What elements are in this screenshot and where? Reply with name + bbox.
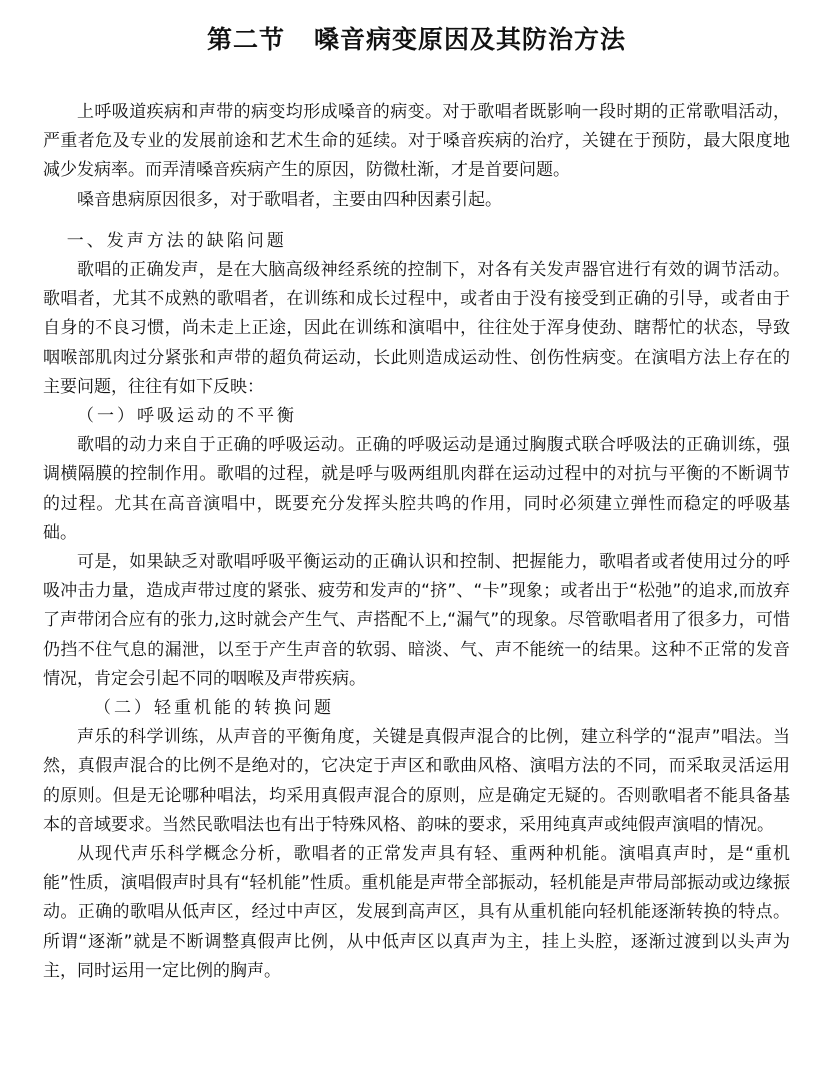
paragraph-mixed-voice: 声乐的科学训练，从声音的平衡角度，关键是真假声混合的比例，建立科学的“混声”唱法。当然，真假声混合的比例不是绝对的，它决定于声区和歌曲风格、演唱方法的不同，而采取灵活运用的原则。但是无论哪种唱法，均采用真假声混合的原则，应是确定无疑的。否则歌唱者不能具备基本的音域要求。当然民歌唱法也有出于特殊风格、韵味的要求，采用纯真声或纯假声演唱的情况。 bbox=[43, 727, 790, 835]
paragraph-causes: 嗓音患病原因很多，对于歌唱者，主要由四种因素引起。 bbox=[77, 189, 502, 210]
paragraph-intro: 上呼吸道疾病和声带的病变均形成嗓音的病变。对于歌唱者既影响一段时期的正常歌唱活动，严重者危及专业的发展前途和艺术生命的延续。对于嗓音疾病的治疗，关键在于预防，最大限度地减少发病率。而弄清嗓音疾病产生的原因，防微杜渐，才是首要问题。 bbox=[43, 102, 790, 181]
paragraph-breathing: 歌唱的动力来自于正确的呼吸运动。正确的呼吸运动是通过胸腹式联合呼吸法的正确训练，强调横隔膜的控制作用。歌唱的过程，就是呼与吸两组肌肉群在运动过程中的对抗与平衡的不断调节的过程。尤其在高音演唱中，既要充分发挥头腔共鸣的作用，同时必须建立弹性而稳定的呼吸基础。 bbox=[43, 435, 790, 543]
paragraph-light-heavy-mechanism: 从现代声乐科学概念分析，歌唱者的正常发声具有轻、重两种机能。演唱真声时，是“重机能”性质，演唱假声时具有“轻机能”性质。重机能是声带全部振动，轻机能是声带局部振动或边缘振动。正确的歌唱从低声区，经过中声区，发展到高声区，具有从重机能向轻机能逐渐转换的特点。所谓“逐渐”就是不断调整真假声比例，从中低声区以真声为主，挂上头腔，逐渐过渡到以头声为主，同时运用一定比例的胸声。 bbox=[43, 844, 790, 981]
paragraph-breathing-problems: 可是，如果缺乏对歌唱呼吸平衡运动的正确认识和控制、把握能力，歌唱者或者使用过分的呼吸冲击力量，造成声带过度的紧张、疲劳和发声的“挤”、“卡”现象；或者出于“松弛”的追求,而放弃了声带闭合应有的张力,这时就会产生气、声搭配不上,“漏气”的现象。尽管歌唱者用了很多力，可惜仍挡不住气息的漏泄，以至于产生声音的软弱、暗淡、气、声不能统一的结果。这种不正常的发音情况，肯定会引起不同的咽喉及声带疾病。 bbox=[43, 552, 790, 689]
page-title: 第二节 嗓音病变原因及其防治方法 bbox=[206, 25, 627, 54]
subsection-heading-1: （一）呼吸运动的不平衡 bbox=[77, 406, 297, 427]
section-heading-1: 一、发声方法的缺陷问题 bbox=[66, 230, 287, 251]
subsection-heading-2: （二）轻重机能的转换问题 bbox=[94, 698, 334, 719]
paragraph-vocal-method: 歌唱的正确发声，是在大脑高级神经系统的控制下，对各有关发声器官进行有效的调节活动。歌唱者，尤其不成熟的歌唱者，在训练和成长过程中，或者由于没有接受到正确的引导，或者由于自身的不良习惯，尚未走上正途，因此在训练和演唱中，往往处于浑身使劲、瞎帮忙的状态，导致咽喉部肌肉过分紧张和声带的超负荷运动，长此则造成运动性、创伤性病变。在演唱方法上存在的主要问题，往往有如下反映： bbox=[43, 260, 790, 397]
document-body bbox=[43, 98, 790, 986]
